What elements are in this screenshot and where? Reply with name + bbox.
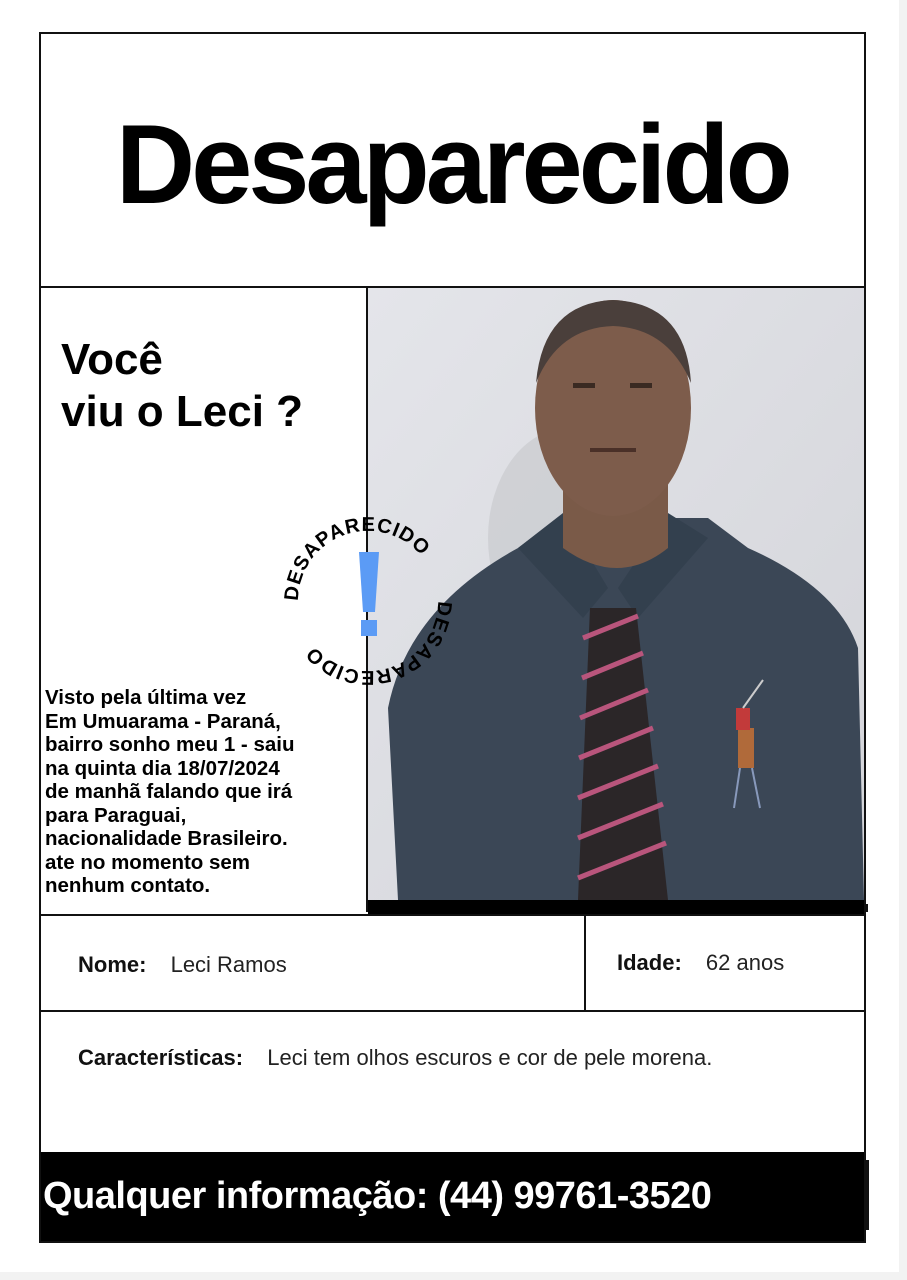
last-seen-line: Em Umuarama - Paraná, (45, 709, 281, 733)
contact-phone: Qualquer informação: (44) 99761-3520 (43, 1175, 712, 1217)
edge-mark (864, 904, 868, 912)
age-field (617, 950, 784, 976)
exclamation-icon (359, 552, 379, 636)
cell-divider (584, 916, 586, 1010)
question-heading (61, 334, 303, 438)
last-seen-line: ate no momento sem (45, 850, 251, 874)
missing-person-poster (39, 32, 866, 1243)
contact-footer (41, 1152, 864, 1241)
last-seen-description (45, 686, 365, 898)
title-section (41, 34, 864, 288)
last-seen-line: Visto pela última vez (45, 686, 247, 709)
svg-text:DESAPARECIDO: DESAPARECIDO (301, 600, 456, 689)
name-label: Nome: (78, 952, 147, 977)
question-line-1: Você (61, 335, 163, 384)
last-seen-line: para Paraguai, (45, 803, 187, 827)
row-divider (41, 1010, 864, 1012)
traits-value: Leci tem olhos escuros e cor de pele morena. (267, 1045, 713, 1070)
question-line-2: viu o Leci ? (61, 387, 304, 436)
name-field (78, 952, 287, 978)
traits-field (78, 1045, 712, 1071)
last-seen-line: de manhã falando que irá (45, 780, 293, 803)
last-seen-line: nacionalidade Brasileiro. (45, 827, 288, 850)
traits-label: Características: (78, 1045, 244, 1070)
last-seen-line: na quinta dia 18/07/2024 (45, 756, 280, 780)
poster-title: Desaparecido (116, 101, 789, 227)
svg-text:DESAPARECIDO: DESAPARECIDO (280, 513, 435, 602)
name-value: Leci Ramos (170, 952, 287, 977)
last-seen-line: nenhum contato. (45, 874, 211, 897)
age-value: 62 anos (705, 950, 785, 975)
edge-mark (866, 1160, 869, 1230)
last-seen-line: bairro sonho meu 1 - saiu (45, 733, 295, 756)
row-divider (41, 914, 864, 916)
age-label: Idade: (617, 950, 682, 975)
missing-stamp-badge (279, 512, 457, 690)
